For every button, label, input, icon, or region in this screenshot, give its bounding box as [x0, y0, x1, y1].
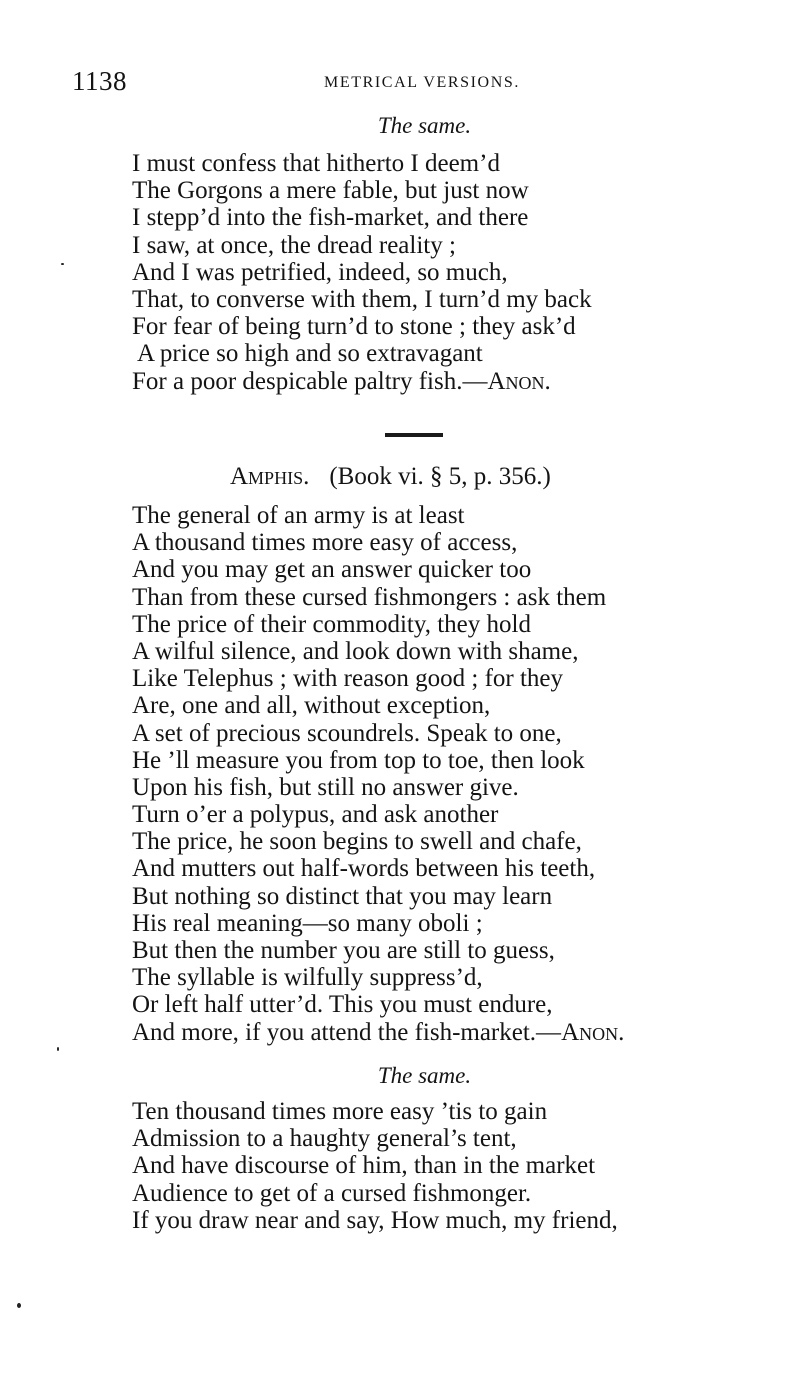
poem-line: And I was petrified, indeed, so much, — [132, 258, 508, 286]
poem-line: But nothing so distinct that you may learn — [132, 882, 553, 910]
poem-last-line — [132, 1019, 752, 1046]
section2-poem — [132, 502, 752, 1046]
poem-line: The general of an army is at least — [132, 502, 465, 529]
poem-line: Turn o’er a polypus, and ask another — [132, 801, 499, 829]
poem-line: A price so high and so extravagant — [137, 340, 483, 368]
attribution: Anon. — [487, 367, 551, 395]
poem-line: And you may get an answer quicker too — [132, 556, 532, 584]
poem-line: His real meaning—so many oboli ; — [132, 909, 483, 937]
poem-line: Are, one and all, without exception, — [132, 692, 491, 720]
poem-line: Admission to a haughty general’s tent, — [132, 1125, 517, 1153]
poem-line: And have discourse of him, than in the market — [132, 1152, 596, 1180]
ink-speck — [61, 263, 64, 265]
poem-line: That, to converse with them, I turn’d my back — [132, 285, 592, 313]
source-reference: (Book vi. § 5, p. 356.) — [329, 463, 551, 490]
poem-line: Upon his fish, but still no answer give. — [132, 773, 519, 801]
poem-line: A set of precious scoundrels. Speak to one, — [132, 719, 562, 747]
poem-line: A thousand times more easy of access, — [132, 529, 518, 557]
poem-line: For fear of being turn’d to stone ; they ask’d — [132, 313, 576, 341]
poem-line: I stepp’d into the fish-market, and there — [132, 204, 529, 232]
poem-line: The syllable is wilfully suppress’d, — [132, 964, 483, 992]
poem-line-text: For a poor despicable paltry fish.— — [132, 367, 488, 395]
section-divider — [385, 433, 443, 437]
poem-line: If you draw near and say, How much, my friend, — [132, 1206, 618, 1234]
poem-line: The price of their commodity, they hold — [132, 610, 531, 638]
section2-heading — [230, 463, 551, 491]
section1-poem — [132, 150, 752, 395]
poem-line: I saw, at once, the dread reality ; — [132, 231, 456, 259]
poem-line-text: And more, if you attend the fish-market.— — [132, 1018, 562, 1046]
poem-line: The price, he soon begins to swell and chafe, — [132, 828, 582, 856]
poem-line: I must confess that hitherto I deem’d — [132, 150, 500, 177]
poem-line: Or left half utter’d. This you must endure, — [132, 991, 553, 1019]
poem-line: He ’ll measure you from top to toe, then look — [132, 746, 585, 774]
section3-poem — [132, 1098, 752, 1234]
page-number: 1138 — [72, 66, 127, 96]
poem-line: A wilful silence, and look down with shame, — [132, 637, 579, 665]
poem-line: And mutters out half-words between his teeth, — [132, 855, 596, 883]
poem-line: Like Telephus ; with reason good ; for they — [132, 665, 564, 693]
poem-line: But then the number you are still to guess, — [132, 937, 555, 964]
poem-line: Than from these cursed fishmongers : ask them — [132, 583, 607, 611]
attribution: Anon. — [561, 1018, 625, 1046]
section1-subhead: The same. — [377, 113, 472, 138]
running-head — [72, 66, 732, 102]
ink-speck — [17, 1303, 21, 1308]
poem-last-line — [132, 368, 752, 395]
ink-speck — [57, 1047, 59, 1051]
section3-subhead: The same. — [377, 1063, 472, 1088]
running-title: METRICAL VERSIONS. — [324, 74, 520, 91]
poem-line: Audience to get of a cursed fishmonger. — [132, 1179, 532, 1207]
author-name: Amphis. — [230, 463, 310, 490]
poem-line: Ten thousand times more easy ’tis to gain — [132, 1098, 548, 1125]
poem-line: The Gorgons a mere fable, but just now — [132, 177, 529, 205]
